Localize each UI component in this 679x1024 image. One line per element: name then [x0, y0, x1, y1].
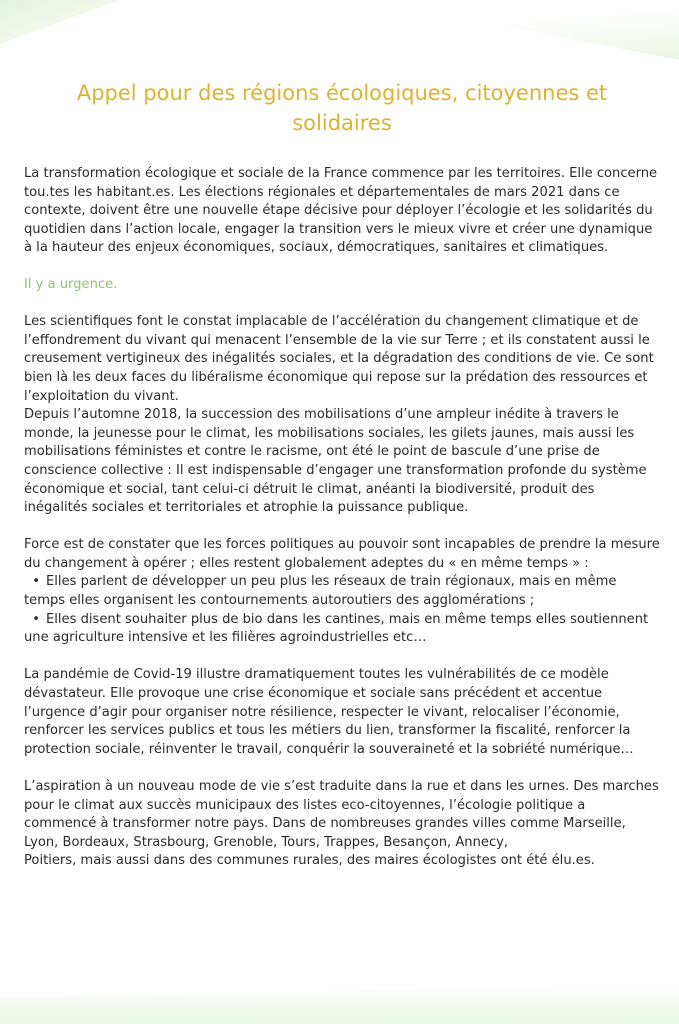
- spacer: [24, 648, 660, 667]
- top-right-decoration: [0, 0, 679, 60]
- list-item-text: Elles disent souhaiter plus de bio dans les cantines, mais en même temps elles soutiennent une agriculture intensive et les filières agroindustrielles etc…: [24, 611, 649, 646]
- intro-paragraph: La transformation écologique et sociale de la France commence par les territoires. Elle concerne tou.tes les habitant.es. Les élections régionales et départementales de mars 2021 dans ce contexte, doivent être une nouvelle étape décisive pour déployer l’écologie et les solidarités du quotidien dans l’action locale, engager la transition vers le mieux vivre et créer une dynamique à la hauteur des enjeux économiques, sociaux, démocratiques, sanitaires et climatiques.: [24, 166, 658, 256]
- spacer: [24, 759, 660, 778]
- paragraph-scientists: Les scientifiques font le constat implacable de l’accélération du changement climatique et de l’effondrement du vivant qui menacent l’ensemble de la vie sur Terre ; et ils constatent aussi le creusement vertigineux des inégalités sociales, et la dégradation des conditions de vie. Ce sont bien là les deux faces du libéralisme économique qui repose sur la prédation des ressources et l’exploitation du vivant.: [24, 314, 654, 404]
- bullet-list: [24, 573, 660, 647]
- bottom-decoration: [0, 984, 679, 1024]
- spacer: [24, 518, 660, 537]
- paragraph-mayors: Poitiers, mais aussi dans des communes rurales, des maires écologistes ont été élu.es.: [24, 853, 595, 869]
- document-title: Appel pour des régions écologiques, citoyennes et solidaires: [76, 81, 608, 135]
- paragraph-aspiration: L’aspiration à un nouveau mode de vie s’est traduite dans la rue et dans les urnes. Des marches pour le climat aux succès municipaux des listes eco-citoyennes, l’écologie politique a commencé à transformer notre pays. Dans de nombreuses grandes villes comme Marseille, Lyon, Bordeaux, Strasbourg, Grenoble, Tours, Trappes, Besançon, Annecy,: [24, 779, 659, 850]
- bullet-icon: •: [32, 574, 40, 590]
- top-left-decoration: [0, 0, 120, 44]
- spacer: [24, 295, 660, 314]
- bullet-icon: •: [32, 611, 40, 627]
- paragraph-political-forces: Force est de constater que les forces politiques au pouvoir sont incapables de prendre la mesure du changement à opérer ; elles restent globalement adeptes du « en même temps » :: [24, 537, 660, 571]
- document-page: [24, 78, 660, 871]
- list-item: [24, 611, 660, 648]
- section-heading-urgence: Il y a urgence.: [24, 276, 118, 292]
- list-item-text: Elles parlent de développer un peu plus les réseaux de train régionaux, mais en même temps elles organisent les contournements autoroutiers des agglomérations ;: [24, 574, 617, 609]
- paragraph-mobilisations: Depuis l’automne 2018, la succession des mobilisations d’une ampleur inédite à travers le monde, la jeunesse pour le climat, les mobilisations sociales, les gilets jaunes, mais aussi les mobilisations féministes et contre le racisme, ont été le point de bascule d’une prise de conscience collective : Il est indispensable d’engager une transformation profonde du système économique et social, tant celui-ci détruit le climat, anéanti la biodiversité, produit des inégalités sociales et territoriales et atrophie la puissance publique.: [24, 407, 647, 516]
- paragraph-pandemic: La pandémie de Covid-19 illustre dramatiquement toutes les vulnérabilités de ce modèle dévastateur. Elle provoque une crise économique et sociale sans précédent et accentue l’urgence d’agir pour organiser notre résilience, respecter le vivant, relocaliser l’économie, renforcer les services publics et tous les métiers du lien, transformer la fiscalité, renforcer la protection sociale, réinventer le travail, conquérir la souveraineté et la sobriété numérique…: [24, 667, 634, 757]
- list-item: [24, 573, 660, 610]
